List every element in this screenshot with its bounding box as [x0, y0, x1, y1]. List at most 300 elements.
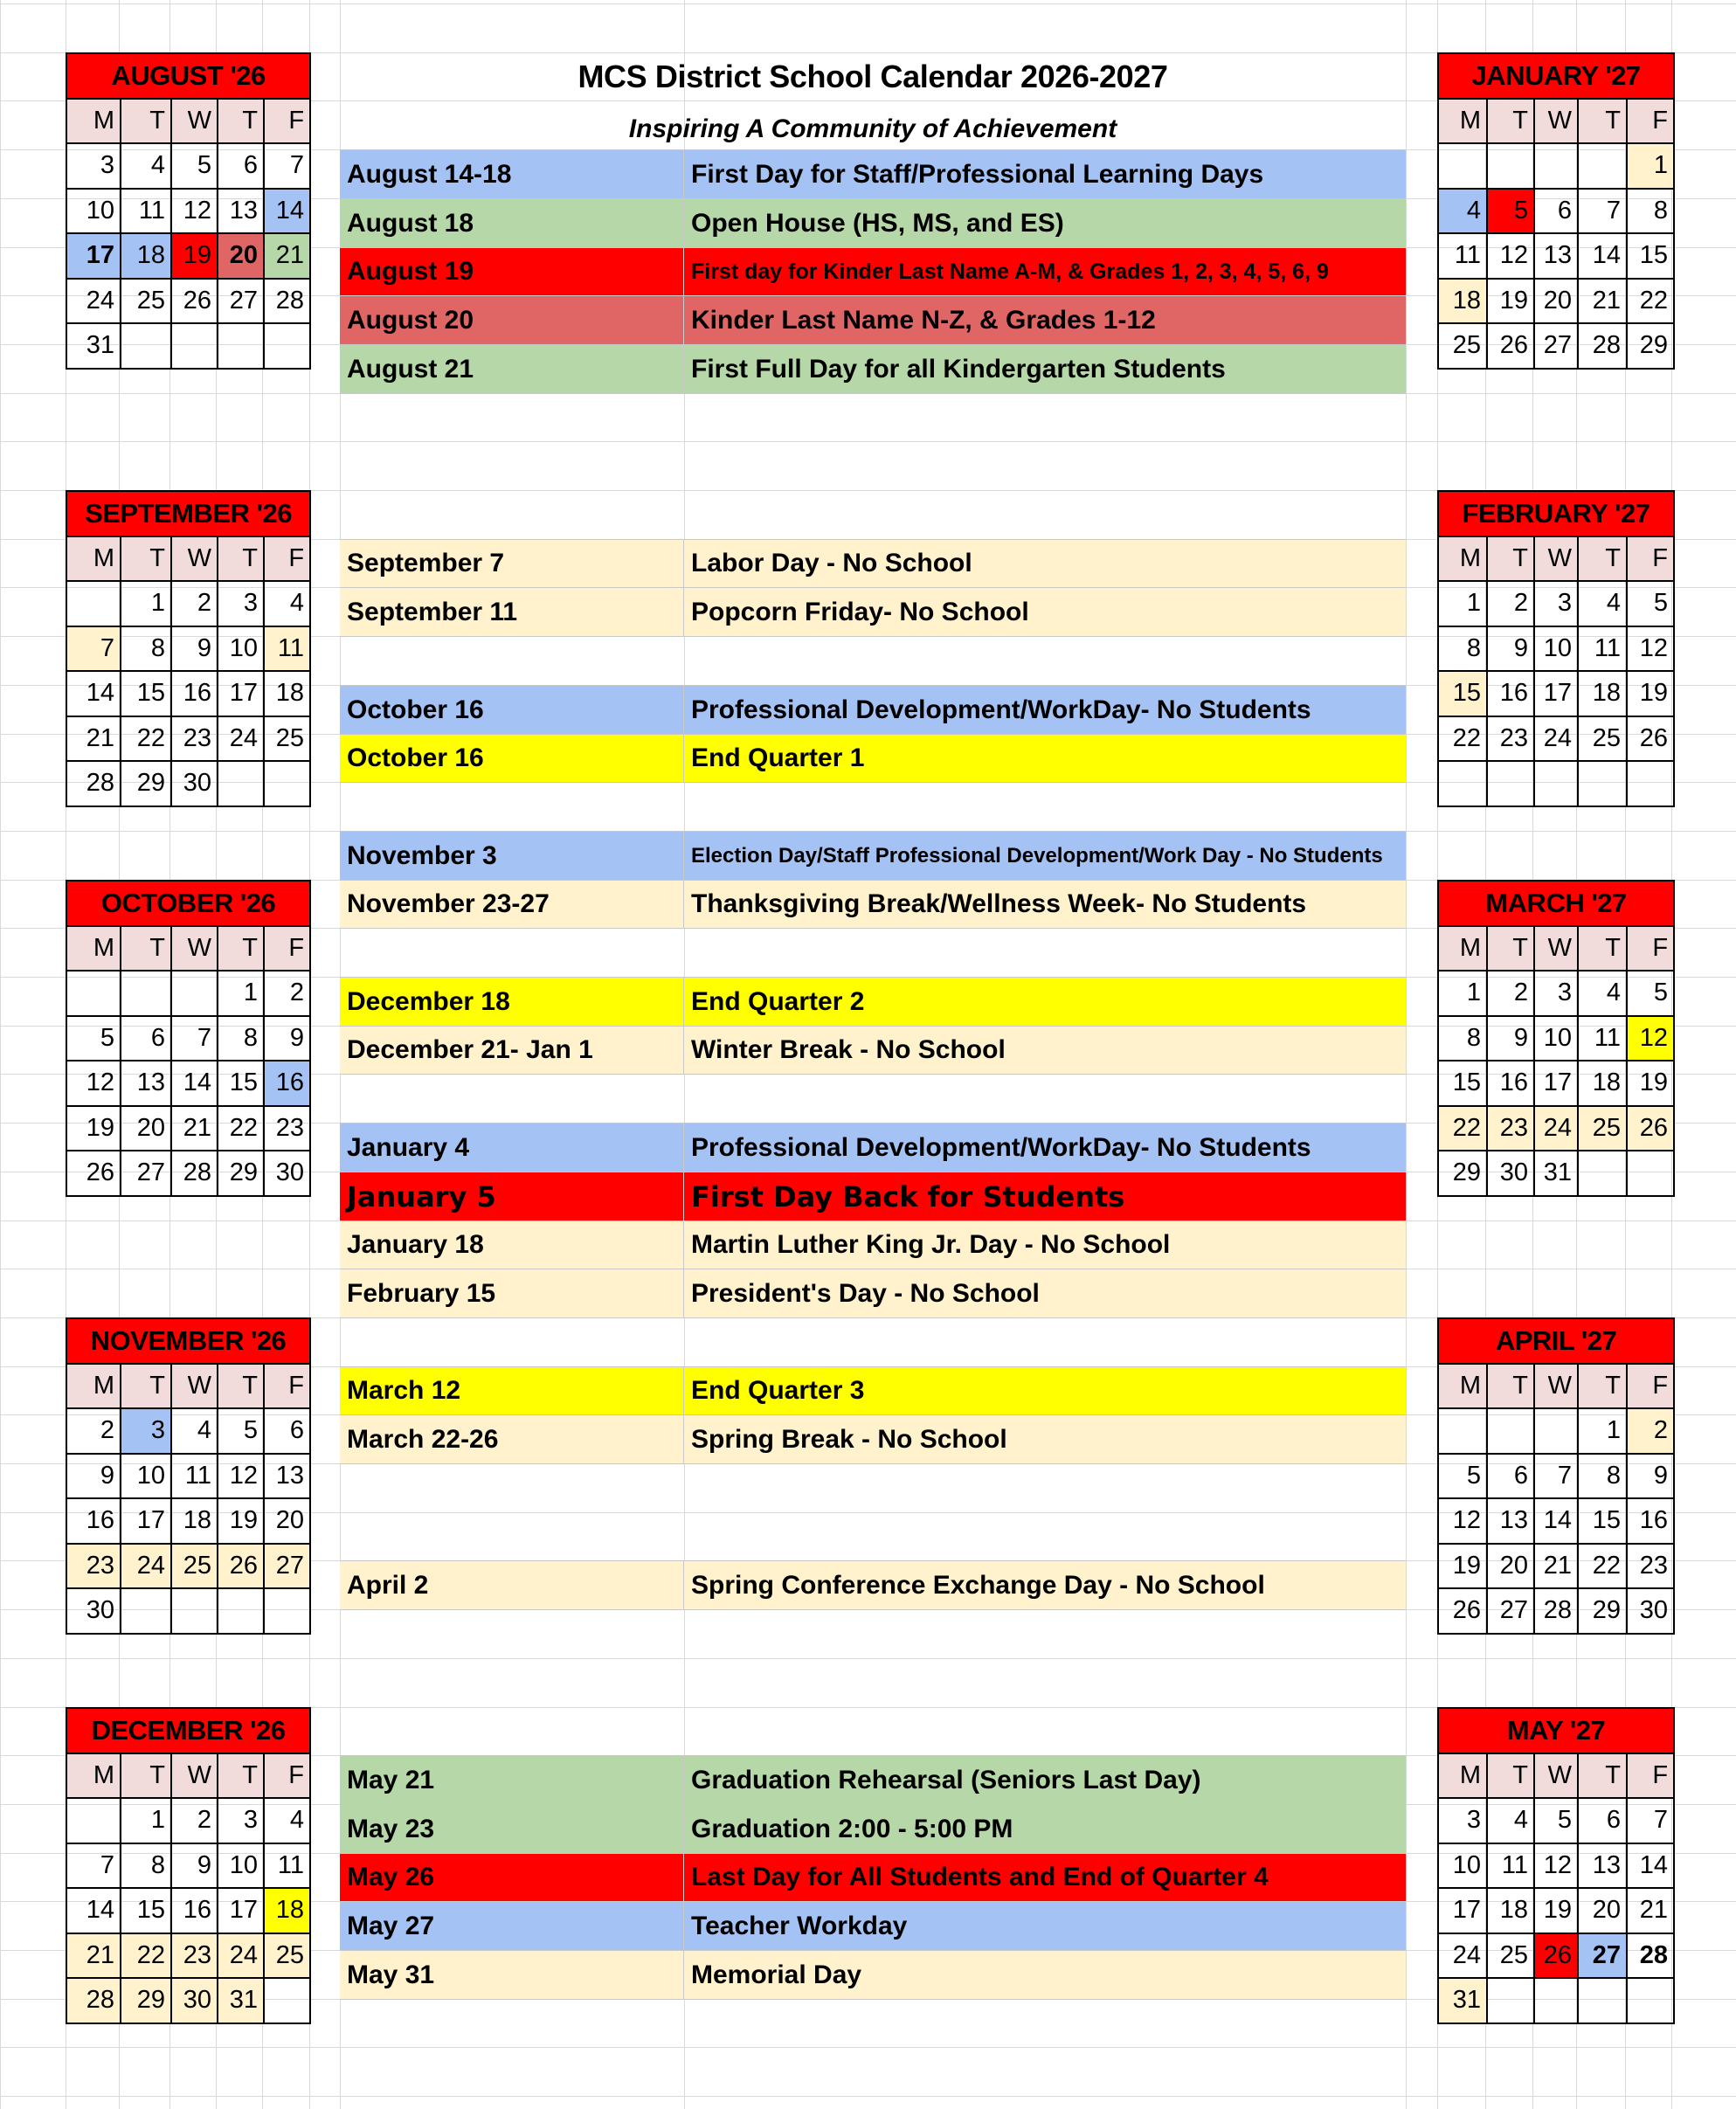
- day-cell: 4: [1438, 189, 1487, 234]
- day-cell: 21: [1627, 1888, 1674, 1933]
- event-description: Last Day for All Students and End of Quarter 4: [691, 1863, 1269, 1891]
- day-cell: 18: [1487, 1888, 1534, 1933]
- day-cell: [66, 971, 121, 1016]
- day-cell: 4: [1487, 1798, 1534, 1843]
- day-cell: 13: [1534, 233, 1578, 279]
- day-cell: 25: [1578, 716, 1627, 762]
- day-cell: 21: [1534, 1544, 1578, 1589]
- event-row: [340, 734, 1406, 783]
- day-cell: 30: [171, 761, 218, 806]
- day-cell: 3: [121, 1408, 171, 1454]
- day-cell: 15: [121, 1888, 171, 1933]
- event-date: September 11: [340, 588, 684, 636]
- event-row: [340, 198, 1406, 248]
- day-cell: 22: [218, 1106, 264, 1151]
- day-cell: 28: [66, 1978, 121, 2023]
- event-row: [340, 344, 1406, 394]
- weekday-header: M: [66, 1753, 121, 1799]
- day-cell: 22: [121, 716, 171, 762]
- event-row: [340, 1755, 1406, 1805]
- day-cell: [1578, 761, 1627, 806]
- weekday-header: W: [171, 99, 218, 144]
- month-header: MARCH '27: [1438, 881, 1674, 926]
- day-cell: 20: [218, 233, 264, 279]
- weekday-header: T: [121, 926, 171, 972]
- day-cell: 8: [218, 1016, 264, 1061]
- event-date: January 5: [340, 1172, 684, 1220]
- month-header: DECEMBER '26: [66, 1708, 310, 1753]
- event-description: First Day for Staff/Professional Learning Days: [691, 159, 1264, 189]
- event-row: [340, 295, 1406, 345]
- day-cell: 28: [171, 1151, 218, 1196]
- day-cell: 5: [66, 1016, 121, 1061]
- event-description: First day for Kinder Last Name A-M, & Grades 1, 2, 3, 4, 5, 6, 9: [691, 259, 1329, 284]
- event-description: End Quarter 3: [691, 1376, 865, 1405]
- day-cell: 23: [1487, 716, 1534, 762]
- day-cell: 24: [1438, 1933, 1487, 1979]
- month-header: NOVEMBER '26: [66, 1318, 310, 1364]
- day-cell: 31: [66, 323, 121, 369]
- day-cell: 6: [264, 1408, 310, 1454]
- day-cell: [121, 1588, 171, 1634]
- day-cell: 16: [1487, 1061, 1534, 1106]
- day-cell: 6: [1578, 1798, 1627, 1843]
- month-calendar: [66, 490, 311, 807]
- day-cell: 24: [218, 1933, 264, 1979]
- day-cell: 14: [171, 1061, 218, 1106]
- day-cell: 27: [1534, 323, 1578, 369]
- weekday-header: F: [1627, 99, 1674, 144]
- day-cell: 24: [218, 716, 264, 762]
- day-cell: 9: [1487, 626, 1534, 672]
- day-cell: 2: [1487, 971, 1534, 1016]
- month-header: AUGUST '26: [66, 53, 310, 99]
- event-row: [340, 1366, 1406, 1415]
- event-row: [340, 1269, 1406, 1318]
- weekday-header: F: [264, 536, 310, 582]
- day-cell: 24: [121, 1544, 171, 1589]
- day-cell: 23: [171, 716, 218, 762]
- event-description: Memorial Day: [691, 1960, 862, 1989]
- day-cell: [218, 323, 264, 369]
- day-cell: 23: [1627, 1544, 1674, 1589]
- day-cell: [1578, 143, 1627, 189]
- event-row: [340, 1560, 1406, 1610]
- day-cell: 19: [1438, 1544, 1487, 1589]
- day-cell: 16: [1627, 1498, 1674, 1544]
- event-date: May 27: [340, 1902, 684, 1950]
- weekday-header: T: [121, 1753, 171, 1799]
- day-cell: 23: [171, 1933, 218, 1979]
- day-cell: 24: [1534, 716, 1578, 762]
- weekday-header: T: [1578, 926, 1627, 972]
- month-header: JANUARY '27: [1438, 53, 1674, 99]
- month-calendar: [1437, 1707, 1675, 2024]
- event-description: Spring Break - No School: [691, 1424, 1007, 1454]
- day-cell: 2: [171, 581, 218, 626]
- weekday-header: W: [1534, 99, 1578, 144]
- day-cell: 8: [1438, 626, 1487, 672]
- day-cell: 3: [1534, 971, 1578, 1016]
- day-cell: 26: [1438, 1588, 1487, 1634]
- day-cell: 11: [121, 189, 171, 234]
- month-calendar: [1437, 490, 1675, 807]
- event-date: November 3: [340, 832, 684, 880]
- day-cell: 27: [218, 279, 264, 324]
- day-cell: 4: [121, 143, 171, 189]
- day-cell: 15: [1438, 671, 1487, 716]
- day-cell: 6: [121, 1016, 171, 1061]
- day-cell: 1: [1627, 143, 1674, 189]
- event-description: Graduation Rehearsal (Seniors Last Day): [691, 1765, 1201, 1794]
- event-description: Martin Luther King Jr. Day - No School: [691, 1230, 1171, 1259]
- day-cell: 12: [171, 189, 218, 234]
- day-cell: 16: [171, 671, 218, 716]
- day-cell: 4: [1578, 971, 1627, 1016]
- day-cell: 21: [66, 1933, 121, 1979]
- event-row: [340, 685, 1406, 735]
- day-cell: 12: [1627, 1016, 1674, 1061]
- day-cell: 1: [1578, 1408, 1627, 1454]
- day-cell: 9: [1627, 1454, 1674, 1499]
- event-date: October 16: [340, 686, 684, 734]
- day-cell: 4: [171, 1408, 218, 1454]
- day-cell: 2: [171, 1798, 218, 1843]
- event-date: August 14-18: [340, 150, 684, 198]
- weekday-header: F: [1627, 536, 1674, 582]
- month-header: SEPTEMBER '26: [66, 491, 310, 536]
- day-cell: 29: [121, 1978, 171, 2023]
- day-cell: 31: [1438, 1978, 1487, 2023]
- weekday-header: F: [264, 1753, 310, 1799]
- day-cell: 16: [171, 1888, 218, 1933]
- day-cell: 21: [1578, 279, 1627, 324]
- day-cell: 18: [1578, 1061, 1627, 1106]
- day-cell: 13: [1487, 1498, 1534, 1544]
- day-cell: 1: [121, 581, 171, 626]
- day-cell: [121, 971, 171, 1016]
- day-cell: [1534, 143, 1578, 189]
- weekday-header: T: [1578, 99, 1627, 144]
- day-cell: 29: [1438, 1151, 1487, 1196]
- day-cell: [1487, 1978, 1534, 2023]
- weekday-header: T: [121, 1364, 171, 1409]
- day-cell: 7: [171, 1016, 218, 1061]
- day-cell: 12: [218, 1454, 264, 1499]
- weekday-header: M: [66, 926, 121, 972]
- day-cell: 1: [1438, 581, 1487, 626]
- day-cell: 24: [66, 279, 121, 324]
- month-calendar: [66, 52, 311, 370]
- day-cell: 7: [66, 626, 121, 672]
- day-cell: 9: [66, 1454, 121, 1499]
- weekday-header: M: [1438, 99, 1487, 144]
- day-cell: [1627, 1978, 1674, 2023]
- event-description: First Day Back for Students: [691, 1179, 1125, 1214]
- event-date: October 16: [340, 735, 684, 782]
- day-cell: 18: [264, 1888, 310, 1933]
- month-calendar: [1437, 880, 1675, 1197]
- event-description: Popcorn Friday- No School: [691, 597, 1029, 626]
- weekday-header: T: [1487, 99, 1534, 144]
- day-cell: [1627, 1151, 1674, 1196]
- day-cell: 22: [121, 1933, 171, 1979]
- day-cell: 17: [1534, 1061, 1578, 1106]
- day-cell: 8: [1627, 189, 1674, 234]
- day-cell: 5: [171, 143, 218, 189]
- event-date: February 15: [340, 1269, 684, 1317]
- day-cell: 20: [264, 1498, 310, 1544]
- day-cell: 14: [66, 1888, 121, 1933]
- day-cell: 30: [66, 1588, 121, 1634]
- day-cell: 8: [121, 626, 171, 672]
- weekday-header: M: [66, 99, 121, 144]
- day-cell: 10: [1438, 1843, 1487, 1889]
- day-cell: 1: [218, 971, 264, 1016]
- day-cell: 30: [1487, 1151, 1534, 1196]
- day-cell: 5: [1438, 1454, 1487, 1499]
- day-cell: 24: [1534, 1106, 1578, 1151]
- day-cell: 15: [1627, 233, 1674, 279]
- event-date: August 19: [340, 248, 684, 295]
- event-row: [340, 1950, 1406, 2000]
- event-date: March 12: [340, 1367, 684, 1414]
- event-row: [340, 539, 1406, 588]
- weekday-header: T: [218, 536, 264, 582]
- weekday-header: F: [1627, 926, 1674, 972]
- day-cell: 7: [1627, 1798, 1674, 1843]
- day-cell: 18: [1438, 279, 1487, 324]
- weekday-header: T: [1487, 926, 1534, 972]
- page-title: MCS District School Calendar 2026-2027: [578, 59, 1168, 94]
- day-cell: 16: [264, 1061, 310, 1106]
- day-cell: 18: [171, 1498, 218, 1544]
- day-cell: 3: [1438, 1798, 1487, 1843]
- day-cell: 5: [1627, 581, 1674, 626]
- day-cell: 28: [1578, 323, 1627, 369]
- day-cell: 27: [264, 1544, 310, 1589]
- day-cell: 26: [218, 1544, 264, 1589]
- day-cell: 26: [171, 279, 218, 324]
- day-cell: 19: [1627, 671, 1674, 716]
- day-cell: 19: [171, 233, 218, 279]
- weekday-header: T: [1487, 536, 1534, 582]
- day-cell: 27: [1578, 1933, 1627, 1979]
- weekday-header: F: [264, 926, 310, 972]
- event-date: November 23-27: [340, 881, 684, 928]
- day-cell: 14: [1534, 1498, 1578, 1544]
- weekday-header: M: [66, 536, 121, 582]
- month-header: MAY '27: [1438, 1708, 1674, 1753]
- weekday-header: W: [171, 1364, 218, 1409]
- day-cell: [66, 1798, 121, 1843]
- event-description: First Full Day for all Kindergarten Students: [691, 354, 1226, 384]
- day-cell: 1: [1438, 971, 1487, 1016]
- event-description: Teacher Workday: [691, 1911, 908, 1940]
- day-cell: 14: [264, 189, 310, 234]
- day-cell: 22: [1578, 1544, 1627, 1589]
- day-cell: 25: [121, 279, 171, 324]
- day-cell: 23: [1487, 1106, 1534, 1151]
- day-cell: 26: [1627, 716, 1674, 762]
- day-cell: 29: [121, 761, 171, 806]
- day-cell: 23: [66, 1544, 121, 1589]
- weekday-header: F: [264, 99, 310, 144]
- event-date: May 26: [340, 1854, 684, 1901]
- event-row: [340, 1123, 1406, 1172]
- event-row: [340, 1172, 1406, 1221]
- event-description: End Quarter 2: [691, 986, 865, 1016]
- day-cell: 17: [1534, 671, 1578, 716]
- event-description: Election Day/Staff Professional Development/Work Day - No Students: [691, 843, 1383, 868]
- event-date: April 2: [340, 1561, 684, 1609]
- event-description: Professional Development/WorkDay- No Students: [691, 695, 1311, 724]
- day-cell: 9: [264, 1016, 310, 1061]
- month-calendar: [66, 1707, 311, 2024]
- day-cell: [1438, 143, 1487, 189]
- day-cell: 21: [171, 1106, 218, 1151]
- day-cell: 25: [171, 1544, 218, 1589]
- day-cell: 29: [1627, 323, 1674, 369]
- day-cell: 19: [1534, 1888, 1578, 1933]
- event-row: [340, 247, 1406, 296]
- weekday-header: T: [1487, 1753, 1534, 1799]
- day-cell: 25: [1438, 323, 1487, 369]
- day-cell: 17: [121, 1498, 171, 1544]
- day-cell: 15: [218, 1061, 264, 1106]
- day-cell: 6: [218, 143, 264, 189]
- weekday-header: M: [1438, 536, 1487, 582]
- day-cell: 2: [264, 971, 310, 1016]
- event-row: [340, 587, 1406, 637]
- day-cell: 26: [1534, 1933, 1578, 1979]
- day-cell: 22: [1438, 716, 1487, 762]
- event-date: May 21: [340, 1756, 684, 1804]
- day-cell: 17: [66, 233, 121, 279]
- day-cell: 12: [1627, 626, 1674, 672]
- weekday-header: F: [264, 1364, 310, 1409]
- day-cell: 5: [1487, 189, 1534, 234]
- event-description: Winter Break - No School: [691, 1035, 1006, 1064]
- day-cell: 7: [1578, 189, 1627, 234]
- day-cell: 10: [218, 1843, 264, 1889]
- event-row: [340, 149, 1406, 199]
- day-cell: [1627, 761, 1674, 806]
- weekday-header: M: [1438, 1364, 1487, 1409]
- day-cell: 31: [1534, 1151, 1578, 1196]
- day-cell: [121, 323, 171, 369]
- day-cell: 29: [218, 1151, 264, 1196]
- event-row: [340, 880, 1406, 929]
- event-description: President's Day - No School: [691, 1278, 1040, 1308]
- day-cell: 9: [171, 1843, 218, 1889]
- day-cell: 28: [66, 761, 121, 806]
- month-header: APRIL '27: [1438, 1318, 1674, 1364]
- event-description: Spring Conference Exchange Day - No School: [691, 1570, 1265, 1600]
- day-cell: 10: [218, 626, 264, 672]
- page-subtitle: Inspiring A Community of Achievement: [628, 114, 1117, 143]
- month-calendar: [1437, 52, 1675, 370]
- day-cell: 10: [1534, 626, 1578, 672]
- day-cell: 5: [1534, 1798, 1578, 1843]
- day-cell: 11: [1438, 233, 1487, 279]
- day-cell: 7: [264, 143, 310, 189]
- day-cell: [1578, 1151, 1627, 1196]
- event-date: January 4: [340, 1124, 684, 1172]
- day-cell: 3: [1534, 581, 1578, 626]
- day-cell: [66, 581, 121, 626]
- day-cell: 13: [264, 1454, 310, 1499]
- event-description: End Quarter 1: [691, 743, 865, 772]
- day-cell: 18: [1578, 671, 1627, 716]
- event-date: December 18: [340, 978, 684, 1026]
- weekday-header: T: [218, 1364, 264, 1409]
- day-cell: 18: [264, 671, 310, 716]
- day-cell: 14: [1627, 1843, 1674, 1889]
- day-cell: 25: [1578, 1106, 1627, 1151]
- day-cell: 5: [218, 1408, 264, 1454]
- day-cell: 7: [66, 1843, 121, 1889]
- day-cell: 30: [171, 1978, 218, 2023]
- day-cell: 27: [121, 1151, 171, 1196]
- weekday-header: T: [218, 926, 264, 972]
- weekday-header: T: [1487, 1364, 1534, 1409]
- day-cell: 22: [1627, 279, 1674, 324]
- day-cell: [218, 761, 264, 806]
- weekday-header: F: [1627, 1753, 1674, 1799]
- day-cell: 4: [264, 581, 310, 626]
- weekday-header: W: [171, 926, 218, 972]
- day-cell: [1534, 1408, 1578, 1454]
- weekday-header: T: [1578, 1364, 1627, 1409]
- event-date: January 18: [340, 1221, 684, 1269]
- day-cell: [264, 761, 310, 806]
- day-cell: 8: [1438, 1016, 1487, 1061]
- day-cell: [1534, 1978, 1578, 2023]
- event-description: Professional Development/WorkDay- No Students: [691, 1132, 1311, 1162]
- day-cell: 11: [1487, 1843, 1534, 1889]
- day-cell: 19: [1487, 279, 1534, 324]
- weekday-header: W: [1534, 1364, 1578, 1409]
- day-cell: 10: [121, 1454, 171, 1499]
- day-cell: 13: [121, 1061, 171, 1106]
- month-header: OCTOBER '26: [66, 881, 310, 926]
- day-cell: 23: [264, 1106, 310, 1151]
- day-cell: 1: [121, 1798, 171, 1843]
- weekday-header: W: [171, 1753, 218, 1799]
- event-date: August 20: [340, 296, 684, 344]
- day-cell: 26: [1487, 323, 1534, 369]
- day-cell: 19: [218, 1498, 264, 1544]
- weekday-header: T: [121, 536, 171, 582]
- weekday-header: T: [1578, 1753, 1627, 1799]
- day-cell: 21: [264, 233, 310, 279]
- day-cell: 10: [66, 189, 121, 234]
- day-cell: 12: [1534, 1843, 1578, 1889]
- day-cell: [218, 1588, 264, 1634]
- day-cell: 17: [218, 671, 264, 716]
- weekday-header: M: [1438, 1753, 1487, 1799]
- weekday-header: M: [1438, 926, 1487, 972]
- day-cell: 25: [264, 1933, 310, 1979]
- weekday-header: T: [1578, 536, 1627, 582]
- event-description: Graduation 2:00 - 5:00 PM: [691, 1814, 1013, 1843]
- day-cell: 6: [1534, 189, 1578, 234]
- day-cell: [264, 1978, 310, 2023]
- day-cell: [1534, 761, 1578, 806]
- day-cell: 19: [1627, 1061, 1674, 1106]
- day-cell: 14: [66, 671, 121, 716]
